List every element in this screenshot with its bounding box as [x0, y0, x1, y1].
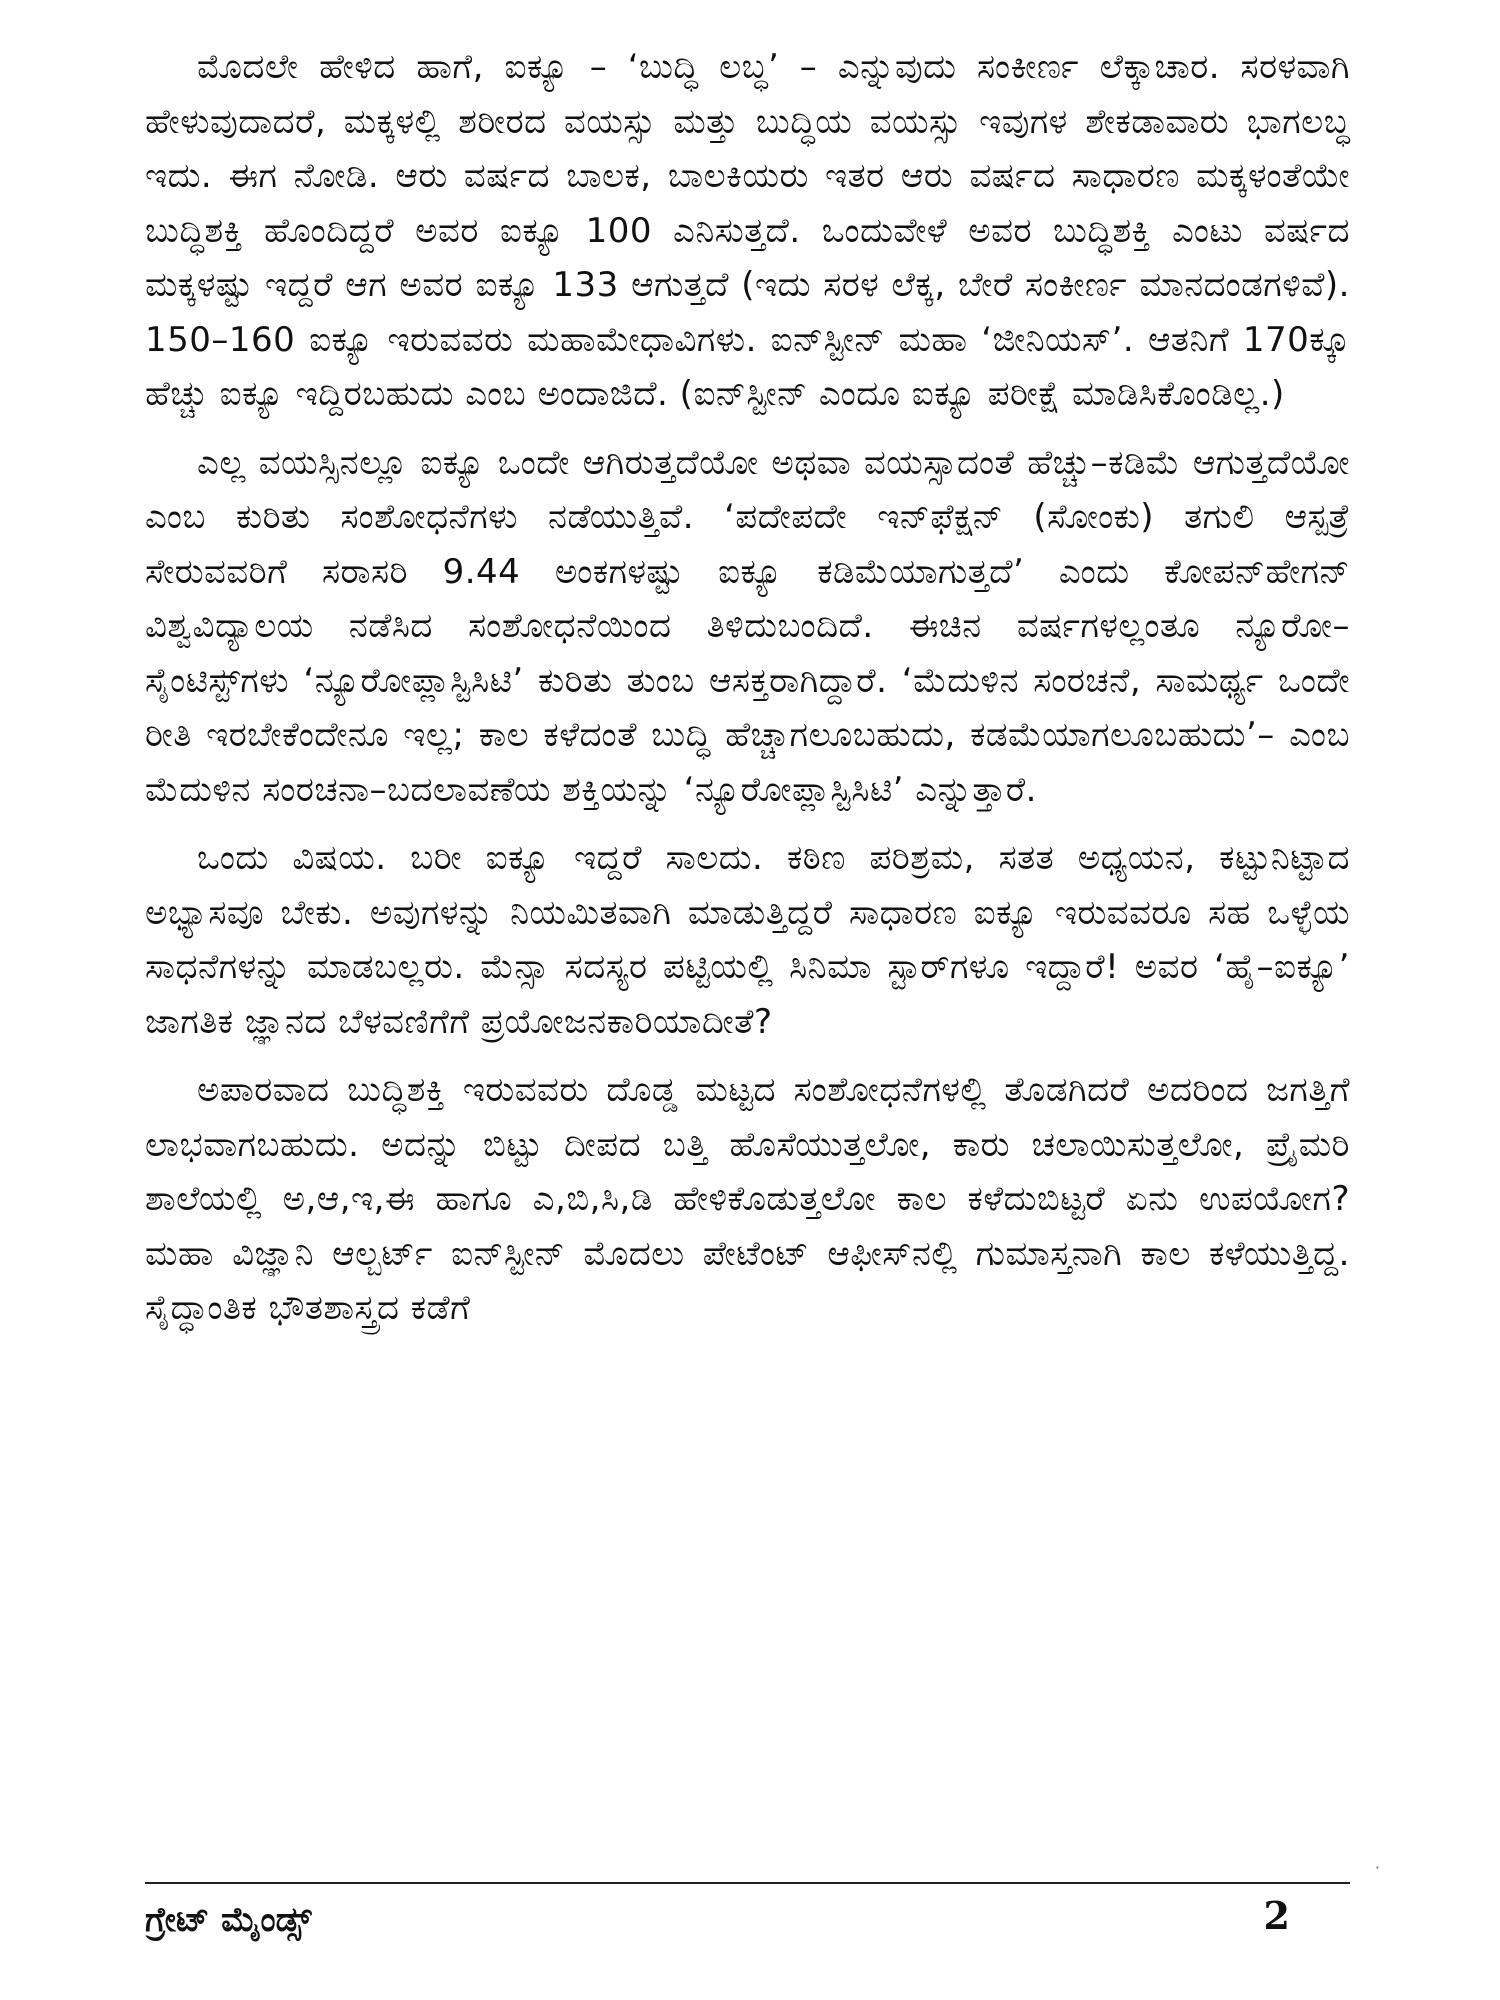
paragraph-hard-work: ಒಂದು ವಿಷಯ. ಬರೀ ಐಕ್ಯೂ ಇದ್ದರೆ ಸಾಲದು. ಕಠಿಣ ಪರಿಶ್ರಮ, ಸತತ ಅಧ್ಯಯನ, ಕಟ್ಟುನಿಟ್ಟಾದ ಅಭ್ಯಾಸವೂ ಬೇಕು. ಅವುಗಳನ್ನು ನಿಯಮಿತವಾಗಿ ಮಾಡುತ್ತಿದ್ದರೆ ಸಾಧಾರಣ ಐಕ್ಯೂ ಇರುವವರೂ ಸಹ ಒಳ್ಳೆಯ ಸಾಧನೆಗಳನ್ನು ಮಾಡಬಲ್ಲರು. ಮೆನ್ಸಾ ಸದಸ್ಯರ ಪಟ್ಟಿಯಲ್ಲಿ ಸಿನಿಮಾ ಸ್ಟಾರ್‌ಗಳೂ ಇದ್ದಾರೆ! ಅವರ ‘ಹೈ–ಐಕ್ಯೂ’ ಜಾಗತಿಕ ಜ್ಞಾನದ ಬೆಳವಣಿಗೆಗೆ ಪ್ರಯೋಜನಕಾರಿಯಾದೀತೆ?	[145, 838, 1350, 1042]
paragraph-intelligence-use: ಅಪಾರವಾದ ಬುದ್ಧಿಶಕ್ತಿ ಇರುವವರು ದೊಡ್ಡ ಮಟ್ಟದ ಸಂಶೋಧನೆಗಳಲ್ಲಿ ತೊಡಗಿದರೆ ಅದರಿಂದ ಜಗತ್ತಿಗೆ ಲಾಭವಾಗಬಹುದು. ಅದನ್ನು ಬಿಟ್ಟು ದೀಪದ ಬತ್ತಿ ಹೊಸೆಯುತ್ತಲೋ, ಕಾರು ಚಲಾಯಿಸುತ್ತಲೋ, ಪ್ರೈಮರಿ ಶಾಲೆಯಲ್ಲಿ ಅ,ಆ,ಇ,ಈ ಹಾಗೂ ಎ,ಬಿ,ಸಿ,ಡಿ ಹೇಳಿಕೊಡುತ್ತಲೋ ಕಾಲ ಕಳೆದುಬಿಟ್ಟರೆ ಏನು ಉಪಯೋಗ? ಮಹಾ ವಿಜ್ಞಾನಿ ಆಲ್ಬರ್ಟ್ ಐನ್‌ಸ್ಟೀನ್ ಮೊದಲು ಪೇಟೆಂಟ್ ಆಫೀಸ್‌ನಲ್ಲಿ ಗುಮಾಸ್ತನಾಗಿ ಕಾಲ ಕಳೆಯುತ್ತಿದ್ದ. ಸೈದ್ಧಾಂತಿಕ ಭೌತಶಾಸ್ತ್ರದ ಕಡೆಗೆ	[145, 1070, 1350, 1328]
running-footer-title: ಗ್ರೇಟ್ ಮೈಂಡ್ಸ್	[145, 1900, 312, 1940]
page-number: 2	[1263, 1893, 1290, 1938]
body-text	[145, 40, 1350, 1350]
paragraph-iq-definition: ಮೊದಲೇ ಹೇಳಿದ ಹಾಗೆ, ಐಕ್ಯೂ – ‘ಬುದ್ಧಿ ಲಬ್ಧ’ – ಎನ್ನುವುದು ಸಂಕೀರ್ಣ ಲೆಕ್ಕಾಚಾರ. ಸರಳವಾಗಿ ಹೇಳುವುದಾದರೆ, ಮಕ್ಕಳಲ್ಲಿ ಶರೀರದ ವಯಸ್ಸು ಮತ್ತು ಬುದ್ಧಿಯ ವಯಸ್ಸು ಇವುಗಳ ಶೇಕಡಾವಾರು ಭಾಗಲಬ್ಧ ಇದು. ಈಗ ನೋಡಿ. ಆರು ವರ್ಷದ ಬಾಲಕ, ಬಾಲಕಿಯರು ಇತರ ಆರು ವರ್ಷದ ಸಾಧಾರಣ ಮಕ್ಕಳಂತೆಯೇ ಬುದ್ಧಿಶಕ್ತಿ ಹೊಂದಿದ್ದರೆ ಅವರ ಐಕ್ಯೂ 100 ಎನಿಸುತ್ತದೆ. ಒಂದುವೇಳೆ ಅವರ ಬುದ್ಧಿಶಕ್ತಿ ಎಂಟು ವರ್ಷದ ಮಕ್ಕಳಷ್ಟು ಇದ್ದರೆ ಆಗ ಅವರ ಐಕ್ಯೂ 133 ಆಗುತ್ತದೆ (ಇದು ಸರಳ ಲೆಕ್ಕ, ಬೇರೆ ಸಂಕೀರ್ಣ ಮಾನದಂಡಗಳಿವೆ). 150–160 ಐಕ್ಯೂ ಇರುವವರು ಮಹಾಮೇಧಾವಿಗಳು. ಐನ್‌ಸ್ಟೀನ್ ಮಹಾ ‘ಜೀನಿಯಸ್’. ಆತನಿಗೆ 170ಕ್ಕೂ ಹೆಚ್ಚು ಐಕ್ಯೂ ಇದ್ದಿರಬಹುದು ಎಂಬ ಅಂದಾಜಿದೆ. (ಐನ್‌ಸ್ಟೀನ್ ಎಂದೂ ಐಕ್ಯೂ ಪರೀಕ್ಷೆ ಮಾಡಿಸಿಕೊಂಡಿಲ್ಲ.)	[145, 47, 1350, 414]
scan-speck-icon: ·	[1374, 1858, 1380, 1877]
footer-divider	[145, 1882, 1350, 1884]
book-page	[145, 40, 1380, 1940]
paragraph-neuroplasticity: ಎಲ್ಲ ವಯಸ್ಸಿನಲ್ಲೂ ಐಕ್ಯೂ ಒಂದೇ ಆಗಿರುತ್ತದೆಯೋ ಅಥವಾ ವಯಸ್ಸಾದಂತೆ ಹೆಚ್ಚು–ಕಡಿಮೆ ಆಗುತ್ತದೆಯೋ ಎಂಬ ಕುರಿತು ಸಂಶೋಧನೆಗಳು ನಡೆಯುತ್ತಿವೆ. ‘ಪದೇಪದೇ ಇನ್‌ಫೆಕ್ಷನ್ (ಸೋಂಕು) ತಗುಲಿ ಆಸ್ಪತ್ರೆ ಸೇರುವವರಿಗೆ ಸರಾಸರಿ 9.44 ಅಂಕಗಳಷ್ಟು ಐಕ್ಯೂ ಕಡಿಮೆಯಾಗುತ್ತದೆ’ ಎಂದು ಕೋಪನ್‌ಹೇಗನ್ ವಿಶ್ವವಿದ್ಯಾಲಯ ನಡೆಸಿದ ಸಂಶೋಧನೆಯಿಂದ ತಿಳಿದುಬಂದಿದೆ. ಈಚಿನ ವರ್ಷಗಳಲ್ಲಂತೂ ನ್ಯೂರೋ–ಸೈಂಟಿಸ್ಟ್‌ಗಳು ‘ನ್ಯೂರೋಪ್ಲಾಸ್ಟಿಸಿಟಿ’ ಕುರಿತು ತುಂಬ ಆಸಕ್ತರಾಗಿದ್ದಾರೆ. ‘ಮೆದುಳಿನ ಸಂರಚನೆ, ಸಾಮರ್ಥ್ಯ ಒಂದೇ ರೀತಿ ಇರಬೇಕೆಂದೇನೂ ಇಲ್ಲ; ಕಾಲ ಕಳೆದಂತೆ ಬುದ್ಧಿ ಹೆಚ್ಚಾಗಲೂಬಹುದು, ಕಡಮೆಯಾಗಲೂಬಹುದು’– ಎಂಬ ಮೆದುಳಿನ ಸಂರಚನಾ–ಬದಲಾವಣೆಯ ಶಕ್ತಿಯನ್ನು ‘ನ್ಯೂರೋಪ್ಲಾಸ್ಟಿಸಿಟಿ’ ಎನ್ನುತ್ತಾರೆ.	[145, 442, 1350, 810]
